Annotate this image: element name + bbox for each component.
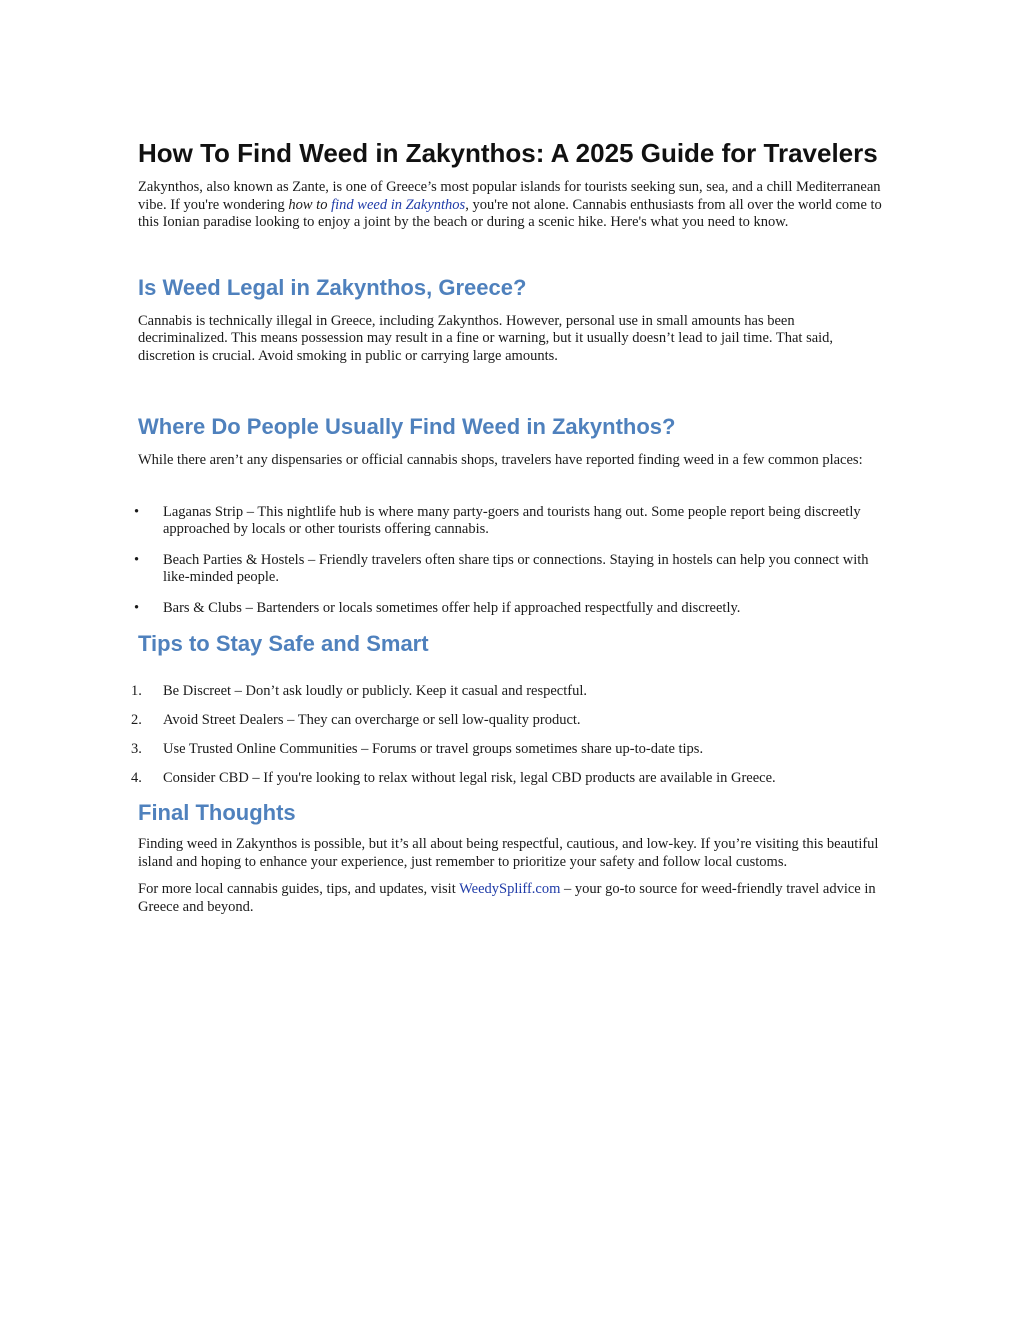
bullet-icon: • bbox=[134, 599, 140, 616]
list-item-text: Laganas Strip – This nightlife hub is where many party-goers and tourists hang out. Some people report being discreetly approached by locals or other tourists offering cannabis. bbox=[163, 503, 861, 537]
more-text-start: For more local cannabis guides, tips, and updates, visit bbox=[138, 881, 460, 897]
legal-paragraph: Cannabis is technically illegal in Greece, including Zakynthos. However, personal use in small amounts has been decriminalized. This means possession may result in a fine or warning, but it usually doesn’t lead to jail time. That said, discretion is crucial. Avoid smoking in public or carrying large amounts. bbox=[138, 312, 834, 364]
find-weed-link[interactable]: find weed in Zakynthos bbox=[331, 196, 466, 213]
list-item-text: Be Discreet – Don’t ask loudly or publicly. Keep it casual and respectful. bbox=[163, 683, 588, 699]
weedyspliff-link[interactable]: WeedySpliff.com bbox=[459, 881, 561, 897]
list-item bbox=[131, 683, 886, 701]
list-item-text: Beach Parties & Hostels – Friendly travelers often share tips or connections. Staying in hostels can help you connect with like-minded people. bbox=[163, 551, 869, 585]
section-heading-final: Final Thoughts bbox=[138, 800, 296, 825]
bullet-icon: • bbox=[134, 503, 140, 520]
intro-paragraph bbox=[138, 179, 886, 232]
bullet-icon: • bbox=[134, 551, 140, 568]
section-heading-where: Where Do People Usually Find Weed in Zakynthos? bbox=[138, 414, 676, 439]
list-number: 3. bbox=[131, 741, 142, 757]
list-item-text: Use Trusted Online Communities – Forums or travel groups sometimes share up-to-date tips. bbox=[163, 741, 704, 757]
list-number: 4. bbox=[131, 770, 142, 786]
where-paragraph: While there aren’t any dispensaries or official cannabis shops, travelers have reported finding weed in a few common places: bbox=[138, 452, 863, 468]
more-info-paragraph bbox=[138, 881, 886, 916]
places-list bbox=[134, 503, 886, 618]
list-item-text: Consider CBD – If you're looking to relax without legal risk, legal CBD products are available in Greece. bbox=[163, 770, 776, 786]
list-item bbox=[131, 770, 886, 788]
intro-italic-text: how to bbox=[288, 196, 332, 213]
list-number: 2. bbox=[131, 712, 142, 728]
section-heading-tips: Tips to Stay Safe and Smart bbox=[138, 631, 429, 656]
section-heading-legal: Is Weed Legal in Zakynthos, Greece? bbox=[138, 274, 527, 300]
list-item-text: Bars & Clubs – Bartenders or locals sometimes offer help if approached respectfully and discreetly. bbox=[163, 599, 741, 616]
page-title: How To Find Weed in Zakynthos: A 2025 Guide for Travelers bbox=[138, 138, 878, 168]
list-item bbox=[131, 741, 886, 759]
list-item bbox=[134, 551, 886, 587]
final-paragraph: Finding weed in Zakynthos is possible, but it’s all about being respectful, cautious, and low-key. If you’re visiting this beautiful island and hoping to enhance your experience, just remember to prioritize your safety and follow local customs. bbox=[138, 836, 879, 870]
intro-text-end: , you're not alone. Cannabis enthusiasts from all over the world come to this Ionian paradise looking to enjoy a joint by the beach or during a scenic hike. Here's what you need to know. bbox=[138, 196, 882, 230]
tips-list bbox=[131, 683, 886, 788]
list-item bbox=[131, 712, 886, 730]
list-item-text: Avoid Street Dealers – They can overcharge or sell low-quality product. bbox=[163, 712, 581, 728]
intro-text-start: Zakynthos, also known as Zante, is one of Greece’s most popular islands for tourists seeking sun, sea, and a chill Mediterranean vibe. If you're wondering bbox=[138, 179, 881, 213]
more-text-end: – your go-to source for weed-friendly travel advice in Greece and beyond. bbox=[138, 881, 876, 915]
document-page bbox=[131, 138, 886, 916]
list-item bbox=[134, 599, 886, 618]
list-item bbox=[134, 503, 886, 539]
list-number: 1. bbox=[131, 683, 142, 699]
